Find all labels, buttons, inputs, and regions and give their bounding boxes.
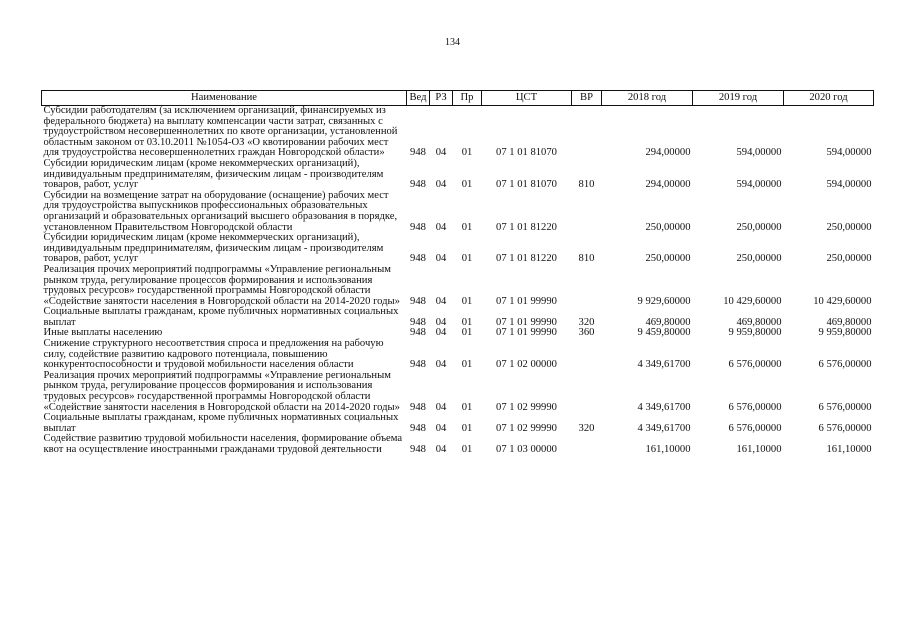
- cell-2019: 469,80000: [736, 316, 782, 328]
- cell-2019: 6 576,00000: [728, 401, 782, 413]
- table-row: [42, 233, 874, 265]
- cell-pr: 01: [461, 444, 473, 455]
- cell-cst: 07 1 01 99990: [496, 316, 557, 328]
- budget-table: [41, 90, 874, 456]
- cell-rz: 04: [435, 422, 447, 434]
- cell-name: Иные выплаты населению: [43, 327, 163, 339]
- cell-cst: 07 1 01 99990: [496, 295, 557, 307]
- cell-2020: 6 576,00000: [818, 422, 872, 434]
- table-row: [42, 191, 874, 233]
- table-row: [42, 307, 874, 328]
- header-vr: ВР: [572, 91, 602, 106]
- cell-2018: 9 929,60000: [637, 295, 691, 307]
- cell-vr: 360: [578, 327, 595, 339]
- table-row: [42, 371, 874, 413]
- cell-rz: 04: [435, 401, 447, 413]
- cell-vr: 810: [578, 253, 595, 265]
- cell-ved: 948: [410, 253, 426, 265]
- cell-2018: 9 459,80000: [637, 327, 691, 339]
- header-2019: 2019 год: [693, 91, 784, 106]
- cell-2020: 594,00000: [826, 179, 872, 191]
- cell-2019: 161,10000: [736, 444, 782, 455]
- cell-pr: 01: [461, 327, 473, 339]
- cell-ved: 948: [410, 147, 426, 159]
- table-row: [42, 434, 874, 455]
- cell-name: Реализация прочих мероприятий подпрограммы «Управление региональным рынком труда, регулирование процессов формирования и использования трудовых ресурсов» государственной программы Новгородской области «Содействие занятости населения в Новгородской области на 2014-2020 годы»: [43, 369, 400, 413]
- table-row: [42, 265, 874, 307]
- table-row: [42, 413, 874, 434]
- header-rz: РЗ: [430, 91, 453, 106]
- cell-vr: 810: [578, 179, 595, 191]
- cell-2020: 250,00000: [826, 221, 872, 233]
- cell-name: Субсидии юридическим лицам (кроме некоммерческих организаций), индивидуальным предпринимателям, физическим лицам - производителям товаров, работ, услуг: [43, 232, 384, 265]
- cell-pr: 01: [461, 316, 473, 328]
- table-row: [42, 106, 874, 159]
- cell-name: Социальные выплаты гражданам, кроме публичных нормативных социальных выплат: [43, 306, 399, 328]
- cell-2018: 294,00000: [645, 147, 691, 159]
- page-number: 134: [445, 37, 460, 48]
- cell-2018: 161,10000: [645, 444, 691, 455]
- cell-2018: 250,00000: [645, 253, 691, 265]
- cell-cst: 07 1 03 00000: [496, 444, 557, 455]
- header-2018: 2018 год: [602, 91, 693, 106]
- cell-ved: 948: [410, 316, 426, 328]
- cell-2020: 9 959,80000: [818, 327, 872, 339]
- cell-ved: 948: [410, 401, 426, 413]
- cell-rz: 04: [435, 221, 447, 233]
- cell-2019: 594,00000: [736, 147, 782, 159]
- cell-2018: 4 349,61700: [637, 422, 691, 434]
- cell-vr: [572, 191, 602, 233]
- header-ved: Вед: [407, 91, 430, 106]
- table-row: [42, 159, 874, 191]
- header-name: Наименование: [42, 91, 407, 106]
- cell-vr: [572, 434, 602, 455]
- cell-2020: 594,00000: [826, 147, 872, 159]
- cell-name: Снижение структурного несоответствия спроса и предложения на рабочую силу, содействие развитию кадрового потенциала, повышению конкурентоспособности и трудовой мобильности населения области: [43, 338, 384, 371]
- cell-2020: 469,80000: [826, 316, 872, 328]
- cell-2019: 9 959,80000: [728, 327, 782, 339]
- cell-rz: 04: [435, 179, 447, 191]
- cell-2018: 4 349,61700: [637, 359, 691, 371]
- cell-cst: 07 1 02 00000: [496, 359, 557, 371]
- table-header-row: [42, 91, 874, 106]
- cell-2018: 250,00000: [645, 221, 691, 233]
- cell-ved: 948: [410, 179, 426, 191]
- cell-name: Субсидии на возмещение затрат на оборудование (оснащение) рабочих мест для трудоустройства выпускников профессиональных образовательных организаций и образовательных организаций высшего образования в порядке, установленном Правительством Новгородской области: [43, 189, 398, 233]
- cell-name: Содействие развитию трудовой мобильности населения, формирование объема квот на осуществление иностранными гражданами трудовой деятельности: [43, 433, 403, 455]
- cell-2019: 6 576,00000: [728, 422, 782, 434]
- cell-cst: 07 1 01 81220: [496, 221, 557, 233]
- cell-2020: 161,10000: [826, 444, 872, 455]
- cell-2019: 250,00000: [736, 253, 782, 265]
- cell-pr: 01: [461, 401, 473, 413]
- cell-vr: 320: [578, 422, 595, 434]
- cell-2020: 6 576,00000: [818, 401, 872, 413]
- cell-ved: 948: [410, 221, 426, 233]
- cell-vr: [572, 106, 602, 159]
- cell-vr: [572, 265, 602, 307]
- cell-rz: 04: [435, 253, 447, 265]
- header-2020: 2020 год: [784, 91, 874, 106]
- cell-rz: 04: [435, 359, 447, 371]
- header-cst: ЦСТ: [482, 91, 572, 106]
- cell-cst: 07 1 02 99990: [496, 422, 557, 434]
- cell-pr: 01: [461, 221, 473, 233]
- cell-name: Субсидии юридическим лицам (кроме некоммерческих организаций), индивидуальным предпринимателям, физическим лицам - производителям товаров, работ, услуг: [43, 157, 384, 191]
- cell-name: Реализация прочих мероприятий подпрограммы «Управление региональным рынком труда, регулирование процессов формирования и использования трудовых ресурсов» государственной программы Новгородской области «Содействие занятости населения в Новгородской области на 2014-2020 годы»: [43, 263, 400, 307]
- cell-2019: 10 429,60000: [723, 295, 782, 307]
- cell-pr: 01: [461, 359, 473, 371]
- table-row: [42, 339, 874, 371]
- cell-2019: 594,00000: [736, 179, 782, 191]
- cell-pr: 01: [461, 295, 473, 307]
- cell-ved: 948: [410, 444, 426, 455]
- cell-name: Социальные выплаты гражданам, кроме публичных нормативных социальных выплат: [43, 412, 399, 434]
- cell-2019: 6 576,00000: [728, 359, 782, 371]
- cell-2020: 250,00000: [826, 253, 872, 265]
- cell-2019: 250,00000: [736, 221, 782, 233]
- cell-2020: 6 576,00000: [818, 359, 872, 371]
- cell-2020: 10 429,60000: [813, 295, 872, 307]
- cell-ved: 948: [410, 359, 426, 371]
- cell-pr: 01: [461, 253, 473, 265]
- cell-2018: 469,80000: [645, 316, 691, 328]
- cell-pr: 01: [461, 179, 473, 191]
- cell-vr: 320: [578, 316, 595, 328]
- cell-cst: 07 1 01 81220: [496, 253, 557, 265]
- cell-ved: 948: [410, 327, 426, 339]
- cell-rz: 04: [435, 444, 447, 455]
- cell-2018: 4 349,61700: [637, 401, 691, 413]
- cell-vr: [572, 339, 602, 371]
- cell-cst: 07 1 01 99990: [496, 327, 557, 339]
- cell-cst: 07 1 01 81070: [496, 179, 557, 191]
- cell-ved: 948: [410, 422, 426, 434]
- cell-cst: 07 1 01 81070: [496, 147, 557, 159]
- cell-cst: 07 1 02 99990: [496, 401, 557, 413]
- cell-name: Субсидии работодателям (за исключением организаций, финансируемых из федерального бюджета) на выплату компенсации части затрат, связанных с трудоустройством несовершеннолетних по квоте организации, установленной областным законом от 03.10.2011 №1054-ОЗ «О квотировании рабочих мест для трудоустройства несовершеннолетних граждан Новгородской области»: [43, 105, 398, 159]
- cell-rz: 04: [435, 316, 447, 328]
- cell-2018: 294,00000: [645, 179, 691, 191]
- cell-rz: 04: [435, 295, 447, 307]
- cell-rz: 04: [435, 327, 447, 339]
- cell-rz: 04: [435, 147, 447, 159]
- cell-vr: [572, 371, 602, 413]
- cell-pr: 01: [461, 422, 473, 434]
- cell-ved: 948: [410, 295, 426, 307]
- cell-pr: 01: [461, 147, 473, 159]
- header-pr: Пр: [453, 91, 482, 106]
